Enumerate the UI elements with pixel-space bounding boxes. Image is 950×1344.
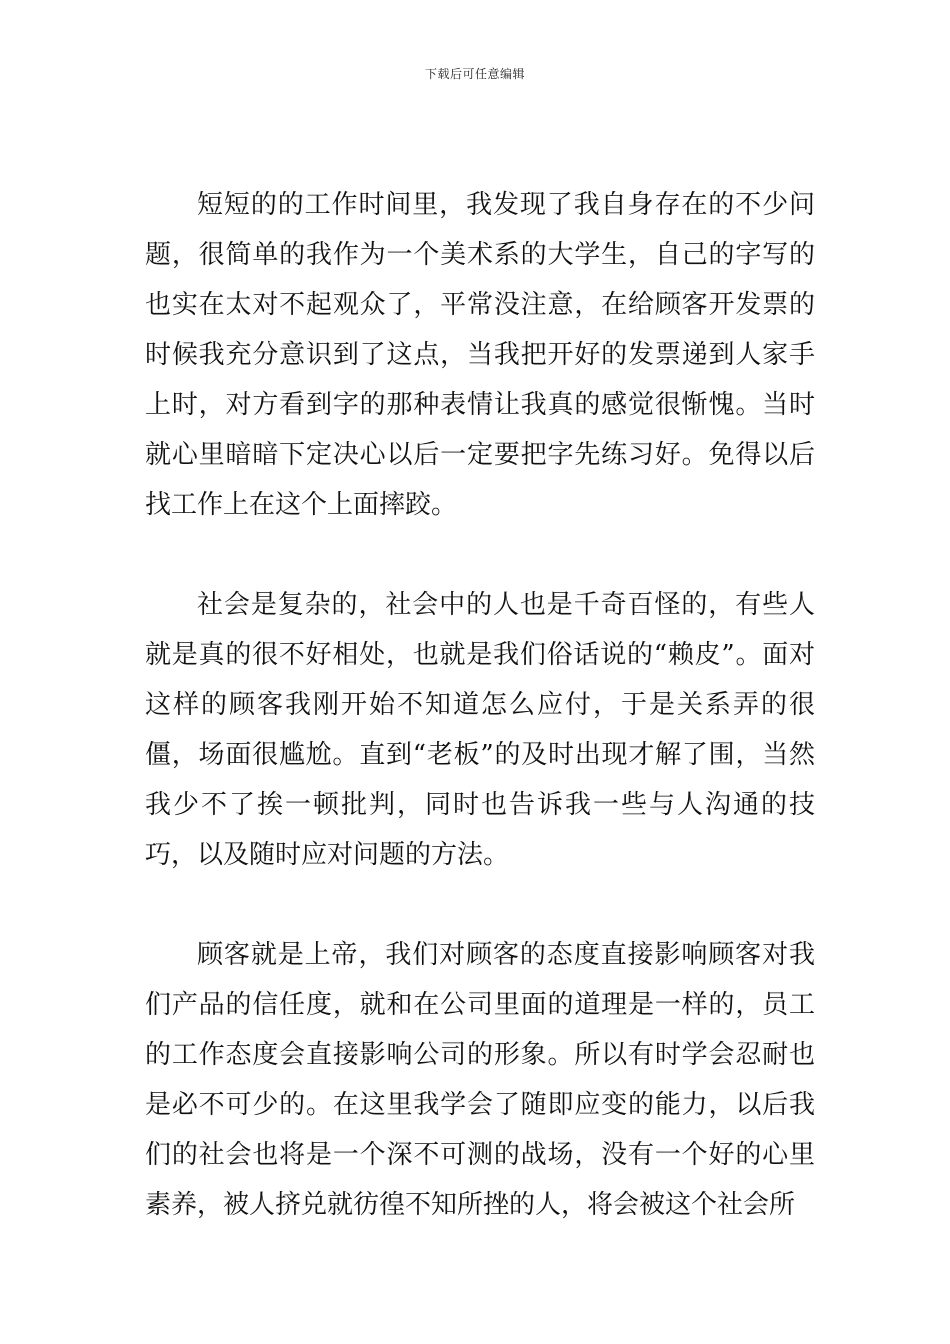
paragraph-3: 顾客就是上帝，我们对顾客的态度直接影响顾客对我们产品的信任度，就和在公司里面的道理是一样的，员工的工作态度会直接影响公司的形象。所以有时学会忍耐也是必不可少的。在这里我学会了随即应变的能力，以后我们的社会也将是一个深不可测的战场，没有一个好的心里素养，被人挤兑就彷徨不知所挫的人，将会被这个社会所 [145, 940, 815, 1220]
paragraph-2: 社会是复杂的，社会中的人也是千奇百怪的，有些人就是真的很不好相处，也就是我们俗话说的“赖皮”。面对这样的顾客我刚开始不知道怎么应付，于是关系弄的很僵，场面很尴尬。直到“老板”的及时出现才解了围，当然我少不了挨一顿批判，同时也告诉我一些与人沟通的技巧，以及随时应对问题的方法。 [145, 590, 815, 870]
paragraph-1: 短短的的工作时间里，我发现了我自身存在的不少问题，很简单的我作为一个美术系的大学生，自己的字写的也实在太对不起观众了，平常没注意，在给顾客开发票的时候我充分意识到了这点，当我把开好的发票递到人家手上时，对方看到字的那种表情让我真的感觉很惭愧。当时就心里暗暗下定决心以后一定要把字先练习好。免得以后找工作上在这个上面摔跤。 [145, 190, 815, 520]
page-header: 下载后可任意编辑 [424, 67, 525, 81]
document-body [145, 180, 815, 1280]
